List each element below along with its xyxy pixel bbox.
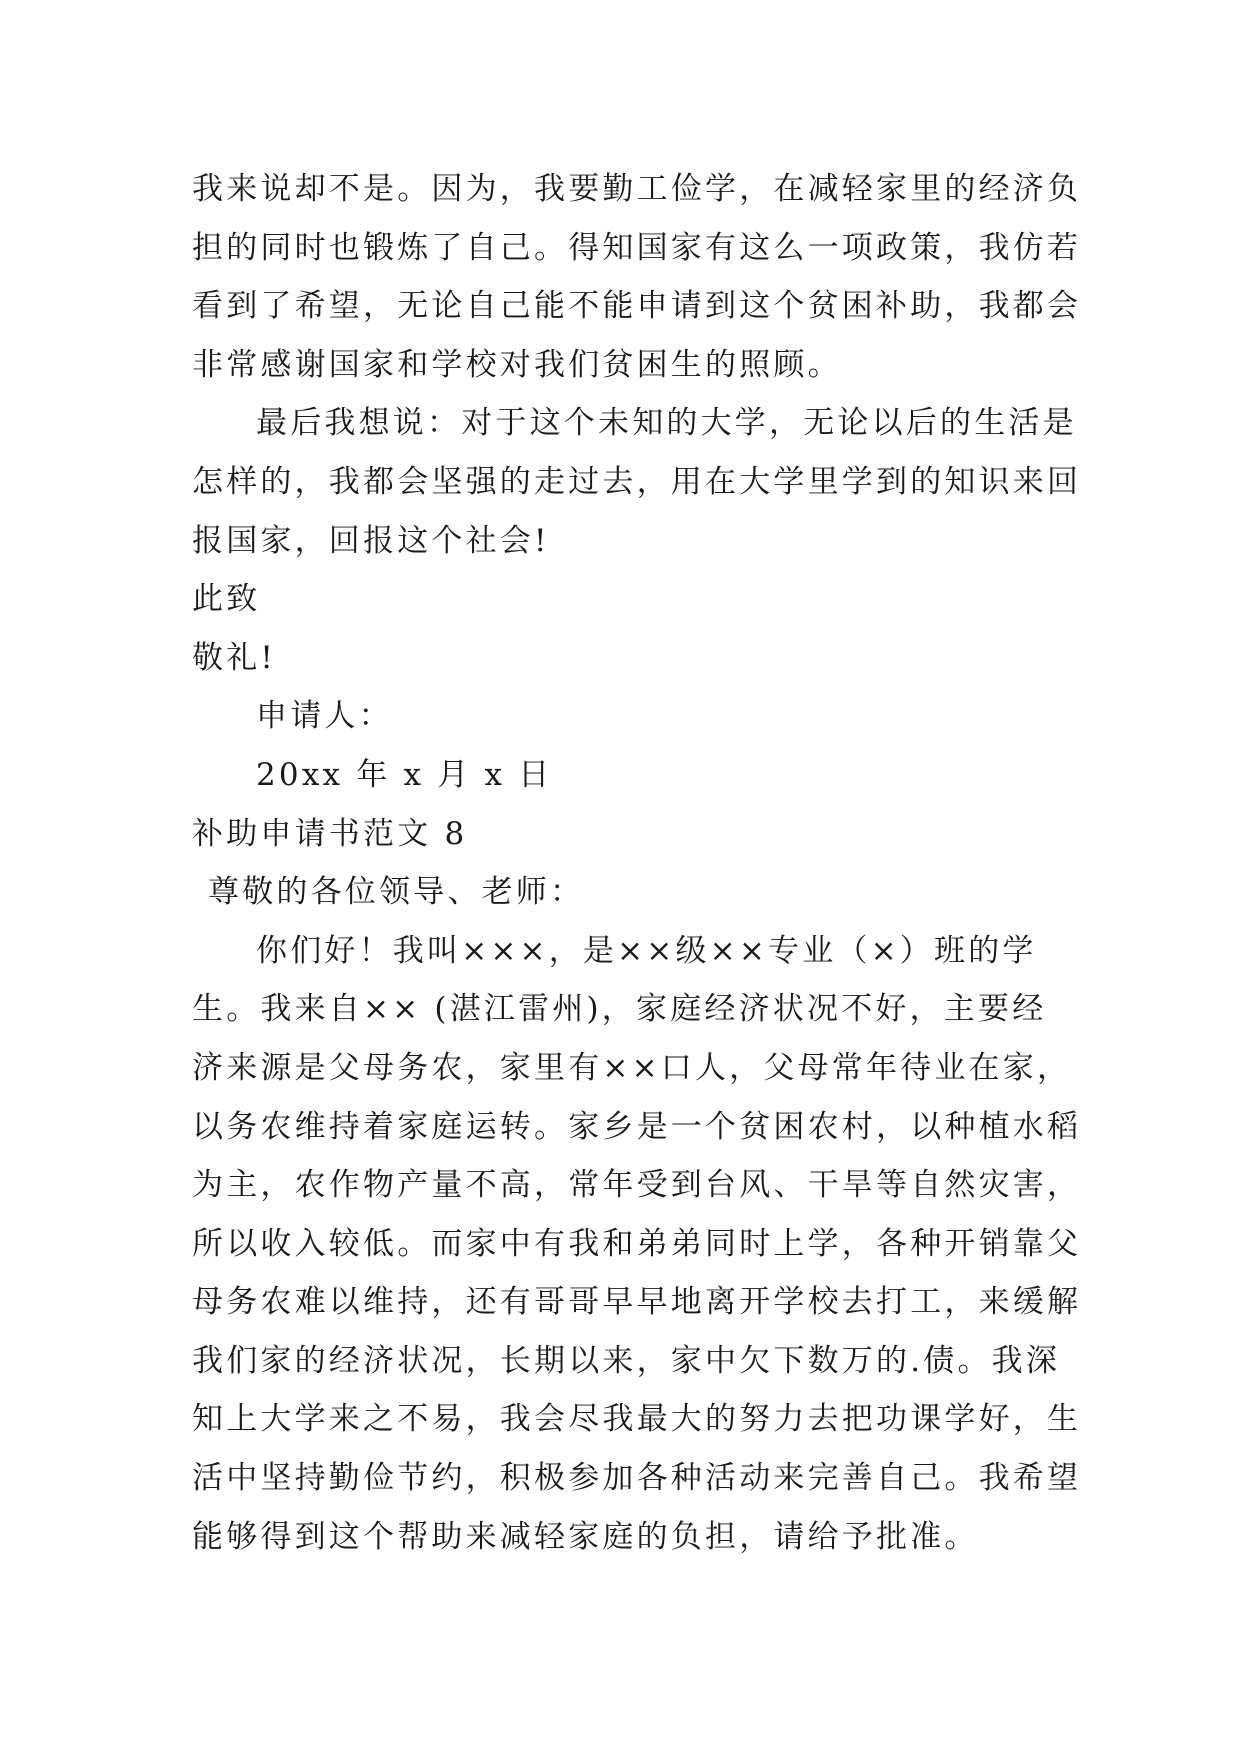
- paragraph-application: [192, 922, 1082, 1567]
- applicant-label: 申请人：: [256, 698, 393, 735]
- paragraph-conclusion: [192, 394, 1082, 570]
- text-line: 为主，农作物产量不高，常年受到台风、干旱等自然灾害，: [192, 1167, 1082, 1204]
- text-line: 报国家，回报这个社会!: [192, 522, 550, 559]
- text-line: 看到了希望，无论自己能不能申请到这个贫困补助，我都会: [192, 288, 1082, 325]
- text-line: 非常感谢国家和学校对我们贫困生的照顾。: [192, 346, 842, 383]
- text-line: 济来源是父母务农，家里有××口人，父母常年待业在家，: [192, 1049, 1072, 1086]
- text-line: 所以收入较低。而家中有我和弟弟同时上学，各种开销靠父: [192, 1225, 1082, 1262]
- section-title: 补助申请书范文 8: [192, 815, 468, 852]
- text-line: 最后我想说：对于这个未知的大学，无论以后的生活是: [256, 405, 1077, 442]
- salutation: 尊敬的各位领导、老师：: [208, 874, 585, 911]
- signature-date: 20xx 年 x 月 x 日: [256, 756, 553, 793]
- document-body: [192, 160, 1082, 1566]
- text-line: 担的同时也锻炼了自己。得知国家有这么一项政策，我仿若: [192, 229, 1082, 266]
- closing-salute: 此致: [192, 581, 261, 618]
- text-line: 知上大学来之不易，我会尽我最大的努力去把功课学好，生: [192, 1401, 1082, 1438]
- text-line: 我来说却不是。因为，我要勤工俭学，在减轻家里的经济负: [192, 171, 1082, 207]
- text-line: 生。我来自×× (湛江雷州)，家庭经济状况不好，主要经: [192, 991, 1047, 1028]
- text-line: 能够得到这个帮助来减轻家庭的负担，请给予批准。: [192, 1518, 979, 1555]
- text-line: 母务农难以维持，还有哥哥早早地离开学校去打工，来缓解: [192, 1284, 1082, 1321]
- text-line: 我们家的经济状况，长期以来，家中欠下数万的.债。我深: [192, 1342, 1061, 1379]
- paragraph-gratitude: [192, 160, 1082, 394]
- text-line: 以务农维持着家庭运转。家乡是一个贫困农村，以种植水稻: [192, 1108, 1082, 1145]
- text-line: 怎样的，我都会坚强的走过去，用在大学里学到的知识来回: [192, 463, 1082, 500]
- text-line: 你们好！我叫×××，是××级××专业（×）班的学: [256, 932, 1037, 969]
- closing-regards: 敬礼!: [192, 639, 277, 676]
- text-line: 活中坚持勤俭节约，积极参加各种活动来完善自己。我希望: [192, 1460, 1082, 1497]
